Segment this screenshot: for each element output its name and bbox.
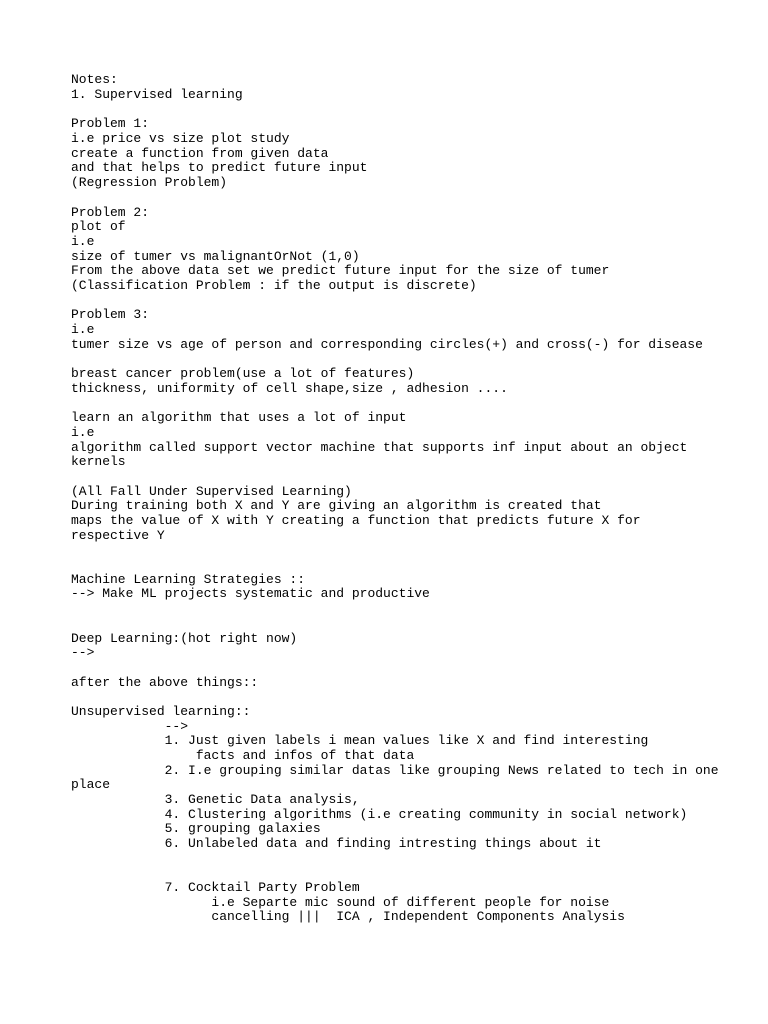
- text-line: (Classification Problem : if the output is discrete): [71, 278, 477, 293]
- text-line: 7. Cocktail Party Problem: [71, 880, 360, 895]
- text-line: 6. Unlabeled data and finding intresting things about it: [71, 836, 602, 851]
- text-line: Problem 1:: [71, 116, 150, 131]
- text-line: create a function from given data: [71, 146, 329, 161]
- text-line: During training both X and Y are giving an algorithm is created that: [71, 498, 602, 513]
- text-line: Notes:: [71, 72, 118, 87]
- text-line: i.e: [71, 425, 95, 440]
- text-line: respective Y: [71, 528, 165, 543]
- text-line: cancelling ||| ICA , Independent Components Analysis: [71, 909, 625, 924]
- text-line: --> Make ML projects systematic and productive: [71, 586, 430, 601]
- text-line: -->: [71, 645, 95, 660]
- text-line: breast cancer problem(use a lot of features): [71, 366, 415, 381]
- text-line: Unsupervised learning::: [71, 704, 251, 719]
- text-line: i.e Separte mic sound of different people for noise: [71, 895, 610, 910]
- text-line: thickness, uniformity of cell shape,size , adhesion ....: [71, 381, 508, 396]
- text-line: i.e price vs size plot study: [71, 131, 290, 146]
- text-line: place: [71, 777, 111, 792]
- text-line: 3. Genetic Data analysis,: [71, 792, 360, 807]
- text-line: Machine Learning Strategies ::: [71, 572, 306, 587]
- text-line: 5. grouping galaxies: [71, 821, 321, 836]
- text-line: Deep Learning:(hot right now): [71, 631, 298, 646]
- text-line: 1. Supervised learning: [71, 87, 243, 102]
- text-line: after the above things::: [71, 675, 259, 690]
- text-line: size of tumer vs malignantOrNot (1,0): [71, 249, 360, 264]
- text-line: i.e: [71, 322, 95, 337]
- text-line: tumer size vs age of person and corresponding circles(+) and cross(-) for disease: [71, 337, 703, 352]
- text-line: (Regression Problem): [71, 175, 228, 190]
- text-line: -->: [71, 719, 189, 734]
- text-line: kernels: [71, 454, 126, 469]
- text-line: Problem 3:: [71, 307, 150, 322]
- text-line: algorithm called support vector machine that supports inf input about an object: [71, 440, 688, 455]
- text-line: facts and infos of that data: [71, 748, 415, 763]
- text-line: (All Fall Under Supervised Learning): [71, 484, 352, 499]
- text-line: i.e: [71, 234, 95, 249]
- text-line: 1. Just given labels i mean values like X and find interesting: [71, 733, 649, 748]
- text-line: 4. Clustering algorithms (i.e creating community in social network): [71, 807, 688, 822]
- text-line: plot of: [71, 219, 126, 234]
- text-line: Problem 2:: [71, 205, 150, 220]
- text-line: learn an algorithm that uses a lot of input: [71, 410, 407, 425]
- text-line: maps the value of X with Y creating a function that predicts future X for: [71, 513, 641, 528]
- text-line: From the above data set we predict future input for the size of tumer: [71, 263, 610, 278]
- text-line: 2. I.e grouping similar datas like grouping News related to tech in one: [71, 763, 719, 778]
- text-line: and that helps to predict future input: [71, 160, 368, 175]
